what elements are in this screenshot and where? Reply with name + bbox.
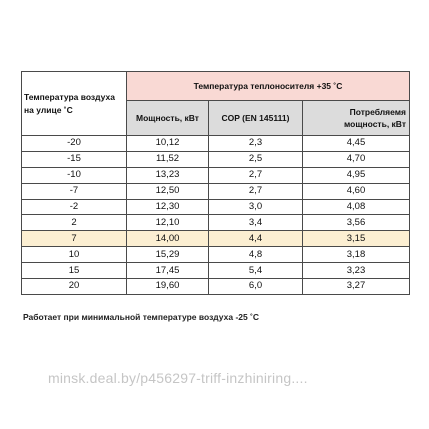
- table-row-highlighted: [22, 231, 410, 247]
- temp-cell: 7: [22, 231, 127, 247]
- power-column-header: Мощность, кВт: [127, 101, 209, 136]
- power-cell: 12,10: [127, 215, 209, 231]
- coolant-temperature-header: Температура теплоносителя +35 ˚С: [127, 72, 410, 101]
- cop-cell: 6,0: [209, 279, 303, 295]
- cop-column-header: COP (EN 145111): [209, 101, 303, 136]
- cop-cell: 4,8: [209, 247, 303, 263]
- power-cell: 15,29: [127, 247, 209, 263]
- consumed-cell: 3,56: [303, 215, 410, 231]
- consumed-cell: 4,70: [303, 151, 410, 167]
- min-temperature-note: Работает при минимальной температуре воздуха -25 ˚С: [23, 312, 260, 322]
- temp-cell: -2: [22, 199, 127, 215]
- power-cell: 14,00: [127, 231, 209, 247]
- table-row: [22, 279, 410, 295]
- consumed-cell: 3,15: [303, 231, 410, 247]
- power-cell: 13,23: [127, 167, 209, 183]
- table-row: [22, 215, 410, 231]
- power-cell: 12,30: [127, 199, 209, 215]
- consumed-cell: 4,45: [303, 136, 410, 152]
- power-cell: 10,12: [127, 136, 209, 152]
- cop-cell: 3,4: [209, 215, 303, 231]
- consumed-power-column-header: Потребляемя мощность, кВт: [303, 101, 410, 136]
- consumed-cell: 4,60: [303, 183, 410, 199]
- table-row: [22, 263, 410, 279]
- consumed-cell: 4,08: [303, 199, 410, 215]
- temp-cell: -15: [22, 151, 127, 167]
- temp-cell: 15: [22, 263, 127, 279]
- power-cell: 17,45: [127, 263, 209, 279]
- table-row: [22, 136, 410, 152]
- table-row: [22, 151, 410, 167]
- air-temperature-header: Температура воздуха на улице ˚С: [22, 72, 127, 136]
- cop-cell: 4,4: [209, 231, 303, 247]
- consumed-cell: 4,95: [303, 167, 410, 183]
- table-row: [22, 247, 410, 263]
- consumed-cell: 3,18: [303, 247, 410, 263]
- cop-cell: 2,7: [209, 167, 303, 183]
- temp-cell: -7: [22, 183, 127, 199]
- cop-cell: 5,4: [209, 263, 303, 279]
- power-cell: 19,60: [127, 279, 209, 295]
- temp-cell: -20: [22, 136, 127, 152]
- consumed-cell: 3,23: [303, 263, 410, 279]
- temp-cell: 2: [22, 215, 127, 231]
- power-cell: 11,52: [127, 151, 209, 167]
- consumed-cell: 3,27: [303, 279, 410, 295]
- spec-table-container: [21, 71, 409, 295]
- temp-cell: 10: [22, 247, 127, 263]
- cop-cell: 2,7: [209, 183, 303, 199]
- cop-cell: 2,3: [209, 136, 303, 152]
- cop-cell: 2,5: [209, 151, 303, 167]
- table-row: [22, 167, 410, 183]
- table-row: [22, 199, 410, 215]
- table-row: [22, 183, 410, 199]
- heat-pump-spec-table: [21, 71, 410, 295]
- watermark-text: minsk.deal.by/p456297-triff-inzhiniring....: [48, 370, 308, 386]
- temp-cell: 20: [22, 279, 127, 295]
- temp-cell: -10: [22, 167, 127, 183]
- power-cell: 12,50: [127, 183, 209, 199]
- cop-cell: 3,0: [209, 199, 303, 215]
